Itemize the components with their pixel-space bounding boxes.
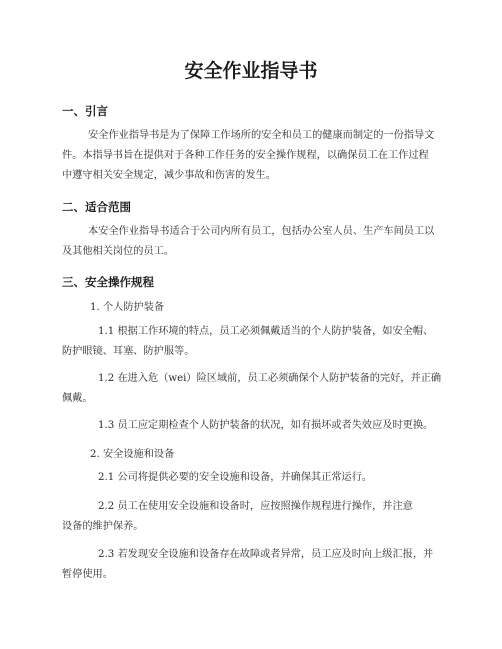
facilities-2-3-line-2: 暂停使用。: [62, 569, 113, 580]
ppe-1-1-line-2: 防护眼镜、耳塞、防护服等。: [62, 346, 195, 357]
section-heading-rules: 三、安全操作规程: [62, 275, 154, 289]
facilities-2-3-line-1: 2.3 若发现安全设施和设备存在故障或者异常，员工应及时向上级汇报，并: [98, 549, 434, 560]
intro-line-1: 安全作业指导书是为了保障工作场所的安全和员工的健康而制定的一份指导文: [88, 130, 435, 141]
ppe-1-3-line-1: 1.3 员工应定期检查个人防护装备的状况，如有损坏或者失效应及时更换。: [98, 420, 434, 431]
intro-line-3: 中遵守相关安全规定，减少事故和伤害的发生。: [62, 170, 276, 181]
section-heading-scope: 二、适合范围: [62, 200, 131, 214]
facilities-2-2-line-2: 设备的维护保养。: [62, 521, 144, 532]
facilities-2-1-line-1: 2.1 公司将提供必要的安全设施和设备，并确保其正常运行。: [98, 472, 373, 483]
ppe-1-1-line-1: 1.1 根据工作环境的特点，员工必须佩戴适当的个人防护装备，如安全帽、: [98, 326, 434, 337]
ppe-item-1-3: [62, 416, 442, 436]
scope-paragraph: [62, 222, 442, 262]
document-title: 安全作业指导书: [184, 60, 318, 82]
section-heading-intro: 一、引言: [62, 104, 108, 118]
subsection-title-facilities: 2. 安全设施和设备: [90, 449, 175, 460]
scope-line-1: 本安全作业指导书适合于公司内所有员工，包括办公室人员、生产车间员工以: [88, 226, 435, 237]
intro-paragraph: [62, 126, 442, 186]
facilities-item-2-3: [62, 545, 442, 585]
ppe-1-2-line-2: 佩戴。: [62, 393, 93, 404]
ppe-item-1-1: [62, 322, 442, 362]
ppe-1-2-line-1: 1.2 在进入危（wei）险区域前，员工必须确保个人防护装备的完好，并正确: [98, 373, 442, 384]
ppe-item-1-2: [62, 369, 442, 409]
subsection-title-ppe: 1. 个人防护装备: [90, 302, 165, 313]
facilities-item-2-1: [62, 468, 442, 488]
facilities-item-2-2: [62, 497, 442, 537]
intro-line-2: 件。本指导书旨在提供对于各种工作任务的安全操作规程，以确保员工在工作过程: [62, 150, 429, 161]
scope-line-2: 及其他相关岗位的员工。: [62, 246, 175, 257]
facilities-2-2-line-1: 2.2 员工在使用安全设施和设备时，应按照操作规程进行操作，并注意: [98, 501, 413, 512]
